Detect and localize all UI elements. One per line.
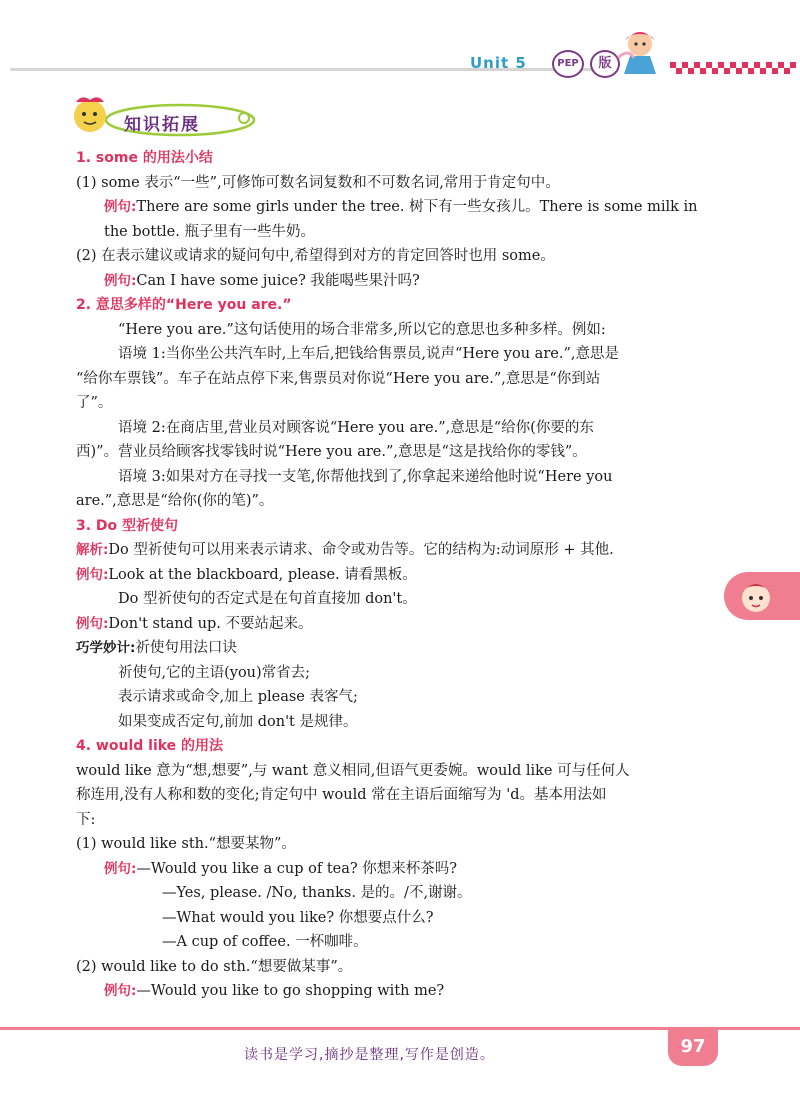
text-line bbox=[76, 759, 726, 784]
example-label: 例句: bbox=[104, 199, 137, 215]
example-label: 例句: bbox=[76, 615, 109, 632]
text-span: (2) 在表示建议或请求的疑问句中,希望得到对方的肯定回答时也用 some。 bbox=[76, 248, 555, 264]
text-span: would like 意为“想,想要”,与 want 意义相同,但语气更委婉。would like 可与任何人 bbox=[76, 762, 630, 779]
text-span: (1) would like sth.“想要某物”。 bbox=[76, 836, 296, 852]
text-span: 1. some 的用法小结 bbox=[76, 150, 213, 166]
text-span: Do 型祈使句的否定式是在句首直接加 don't。 bbox=[118, 591, 417, 607]
text-span: 4. would like 的用法 bbox=[76, 738, 224, 754]
text-line bbox=[76, 440, 726, 465]
text-line bbox=[76, 587, 726, 612]
text-line bbox=[76, 563, 726, 588]
footer-motto: 读书是学习,摘抄是整理,写作是创造。 bbox=[244, 1047, 495, 1063]
text-span: 祈使句,它的主语(you)常省去; bbox=[118, 664, 311, 681]
section-heading bbox=[76, 514, 726, 539]
text-line bbox=[76, 195, 726, 220]
text-span: 称连用,没有人称和数的变化;肯定句中 would 常在主语后面缩写为 'd。基本用法如 bbox=[76, 787, 607, 803]
text-line bbox=[76, 636, 726, 661]
text-span: 表示请求或命令,加上 please 表客气; bbox=[118, 689, 358, 705]
edition-text: 版 bbox=[598, 56, 612, 71]
text-span: 语境 1:当你坐公共汽车时,上车后,把钱给售票员,说声“Here you are.”,意思是 bbox=[118, 346, 619, 362]
text-line bbox=[76, 979, 726, 1004]
text-line bbox=[76, 857, 726, 882]
text-span: the bottle. 瓶子里有一些牛奶。 bbox=[104, 223, 315, 240]
text-line bbox=[76, 171, 726, 196]
example-label: 解析: bbox=[76, 542, 109, 558]
text-line bbox=[76, 955, 726, 980]
section-heading bbox=[76, 293, 726, 318]
text-span: 西)”。营业员给顾客找零钱时说“Here you are.”,意思是“这是找给你的零钱”。 bbox=[76, 444, 587, 460]
text-span: are.”,意思是“给你(你的笔)”。 bbox=[76, 493, 274, 509]
text-span: 祈使句用法口诀 bbox=[135, 640, 237, 656]
text-span: 如果变成否定句,前加 don't 是规律。 bbox=[118, 713, 358, 730]
pep-text: PEP bbox=[557, 58, 579, 69]
text-span: 语境 2:在商店里,营业员对顾客说“Here you are.”,意思是“给你(你要的东 bbox=[118, 419, 594, 436]
text-span: 3. Do 型祈使句 bbox=[76, 517, 179, 534]
text-line bbox=[76, 930, 726, 955]
text-span: 了”。 bbox=[76, 395, 113, 411]
example-label: 例句: bbox=[104, 983, 137, 999]
text-line bbox=[76, 269, 726, 294]
tip-label: 巧学妙计: bbox=[76, 640, 136, 656]
text-line bbox=[76, 783, 726, 808]
side-tab bbox=[724, 572, 800, 620]
text-span: Look at the blackboard, please. 请看黑板。 bbox=[108, 566, 417, 583]
text-span: —Yes, please. /No, thanks. 是的。/不,谢谢。 bbox=[162, 885, 472, 901]
text-line bbox=[76, 538, 726, 563]
text-span: “给你车票钱”。车子在站点停下来,售票员对你说“Here you are.”,意思是“你到站 bbox=[76, 370, 601, 387]
pep-badge bbox=[552, 50, 584, 78]
text-line bbox=[76, 367, 726, 392]
text-line bbox=[76, 416, 726, 441]
text-span: —What would you like? 你想要点什么? bbox=[162, 909, 434, 926]
text-line bbox=[76, 661, 726, 686]
text-span: Don't stand up. 不要站起来。 bbox=[108, 615, 313, 632]
text-span: —Would you like to go shopping with me? bbox=[136, 983, 445, 999]
page-header bbox=[0, 0, 800, 90]
lesson-content bbox=[76, 146, 726, 1004]
text-line bbox=[76, 612, 726, 637]
text-span: —A cup of coffee. 一杯咖啡。 bbox=[162, 934, 368, 950]
fairy-girl-icon bbox=[612, 28, 668, 78]
text-span: Can I have some juice? 我能喝些果汁吗? bbox=[136, 272, 420, 289]
page-number: 97 bbox=[668, 1030, 718, 1066]
section-title: 知识拓展 bbox=[124, 115, 200, 135]
text-span: 2. 意思多样的“Here you are.” bbox=[76, 297, 292, 313]
text-line bbox=[76, 342, 726, 367]
text-line bbox=[76, 391, 726, 416]
text-span: Do 型祈使句可以用来表示请求、命令或劝告等。它的结构为:动词原形 + 其他. bbox=[108, 542, 614, 558]
section-heading bbox=[76, 734, 726, 759]
text-line bbox=[76, 244, 726, 269]
section-heading bbox=[76, 146, 726, 171]
example-label: 例句: bbox=[104, 272, 137, 289]
text-line bbox=[76, 220, 726, 245]
text-line bbox=[76, 318, 726, 343]
text-line bbox=[76, 465, 726, 490]
text-span: —Would you like a cup of tea? 你想来杯茶吗? bbox=[136, 860, 458, 877]
text-span: There are some girls under the tree. 树下有一些女孩儿。There is some milk in bbox=[136, 199, 698, 215]
text-span: 语境 3:如果对方在寻找一支笔,你帮他找到了,你拿起来递给他时说“Here you bbox=[118, 468, 613, 485]
example-label: 例句: bbox=[104, 860, 137, 877]
text-span: “Here you are.”这句话使用的场合非常多,所以它的意思也多种多样。例如: bbox=[118, 321, 606, 338]
text-line bbox=[76, 832, 726, 857]
text-line bbox=[76, 906, 726, 931]
unit-label: Unit 5 bbox=[470, 54, 527, 72]
example-label: 例句: bbox=[76, 566, 109, 583]
text-span: 下: bbox=[76, 811, 96, 828]
text-line bbox=[76, 808, 726, 833]
text-span: (1) some 表示“一些”,可修饰可数名词复数和不可数名词,常用于肯定句中。 bbox=[76, 174, 560, 191]
text-span: (2) would like to do sth.“想要做某事”。 bbox=[76, 958, 353, 975]
text-line bbox=[76, 685, 726, 710]
text-line bbox=[76, 710, 726, 735]
text-line bbox=[76, 881, 726, 906]
checker-decoration-icon bbox=[670, 62, 800, 76]
mascot-face-icon bbox=[736, 576, 776, 616]
text-line bbox=[76, 489, 726, 514]
